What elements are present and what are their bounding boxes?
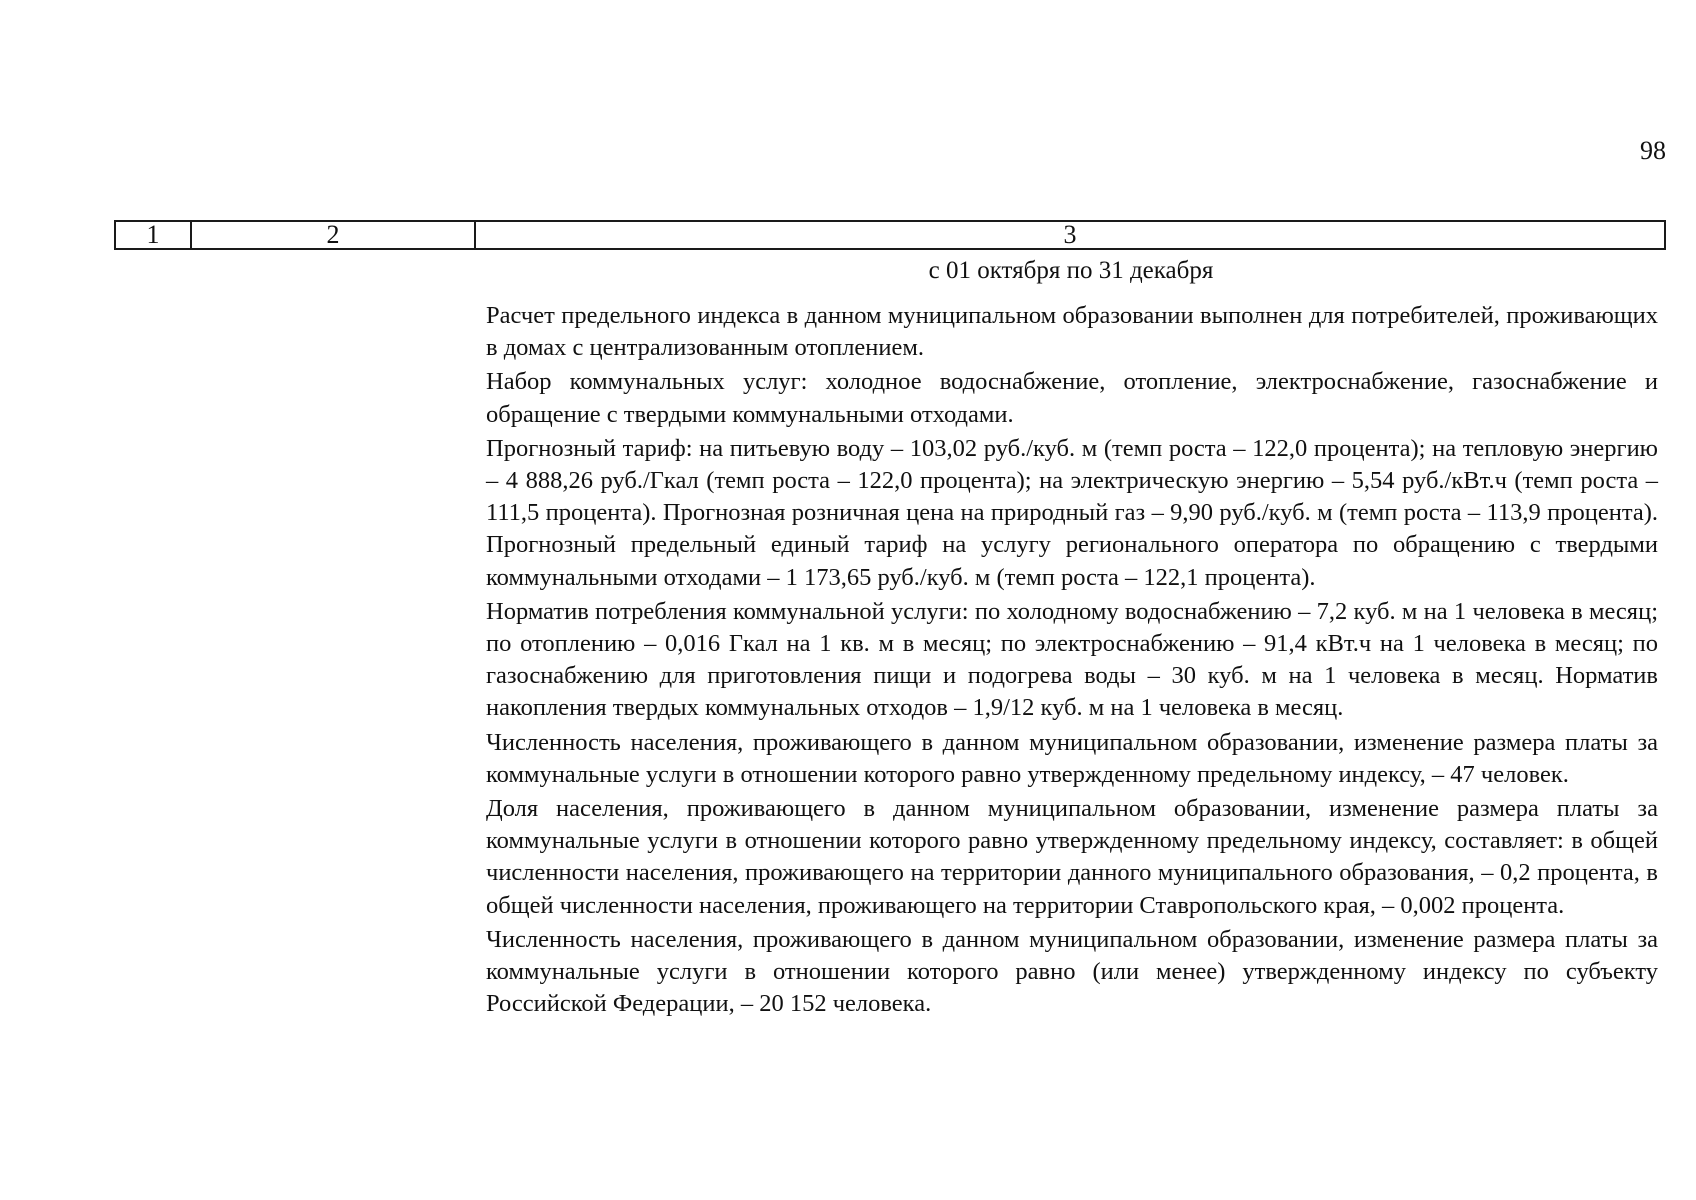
paragraph-forecast-tariffs: Прогнозный тариф: на питьевую воду – 103,02 руб./куб. м (темп роста – 122,0 процента); на тепловую энергию – 4 888,26 руб./Гкал (темп роста – 122,0 процента); на электрическую энергию – 5,54 руб./кВт.ч (темп роста – 111,5 процента). Прогнозная розничная цена на природный газ – 9,90 руб./куб. м (темп роста – 113,9 процента). Прогнозный предельный единый тариф на услугу регионального оператора по обращению с твердыми коммунальными отходами – 1 173,65 руб./куб. м (темп роста – 122,1 процента).: [486, 434, 1658, 591]
column-header-2: 2: [192, 222, 476, 248]
paragraph-population-subject-index: Численность населения, проживающего в данном муниципальном образовании, изменение размера платы за коммунальные услуги в отношении которого равно (или менее) утвержденному индексу по субъекту Российской Федерации, – 20 152 человека.: [486, 925, 1658, 1018]
paragraph-population-share: Доля населения, проживающего в данном муниципальном образовании, изменение размера платы за коммунальные услуги в отношении которого равно утвержденному предельному индексу, составляет: в общей численности населения, проживающего на территории данного муниципального образования, – 0,2 процента, в общей численности населения, проживающего на территории Ставропольского края, – 0,002 процента.: [486, 795, 1658, 919]
paragraph-services-set: Набор коммунальных услуг: холодное водоснабжение, отопление, электроснабжение, газоснабжение и обращение с твердыми коммунальными отходами.: [486, 368, 1658, 428]
paragraph-population-equal-index: Численность населения, проживающего в данном муниципальном образовании, изменение размера платы за коммунальные услуги в отношении которого равно утвержденному предельному индексу, – 47 человек.: [486, 728, 1658, 788]
period-heading: с 01 октября по 31 декабря: [928, 257, 1214, 284]
column-header-1: 1: [116, 222, 192, 248]
document-body: [486, 300, 1658, 1022]
paragraph-calculation-note: Расчет предельного индекса в данном муниципальном образовании выполнен для потребителей, проживающих в домах с централизованным отоплением.: [486, 302, 1658, 362]
page-number: 98: [1640, 136, 1666, 165]
paragraph-consumption-norms: Норматив потребления коммунальной услуги: по холодному водоснабжению – 7,2 куб. м на 1 человека в месяц; по отоплению – 0,016 Гкал на 1 кв. м в месяц; по электроснабжению – 91,4 кВт.ч на 1 человека в месяц; по газоснабжению для приготовления пищи и подогрева воды – 30 куб. м на 1 человека в месяц. Норматив накопления твердых коммунальных отходов – 1,9/12 куб. м на 1 человека в месяц.: [486, 597, 1658, 722]
column-header-3: 3: [1063, 220, 1077, 249]
column-header-table: [114, 220, 1666, 250]
